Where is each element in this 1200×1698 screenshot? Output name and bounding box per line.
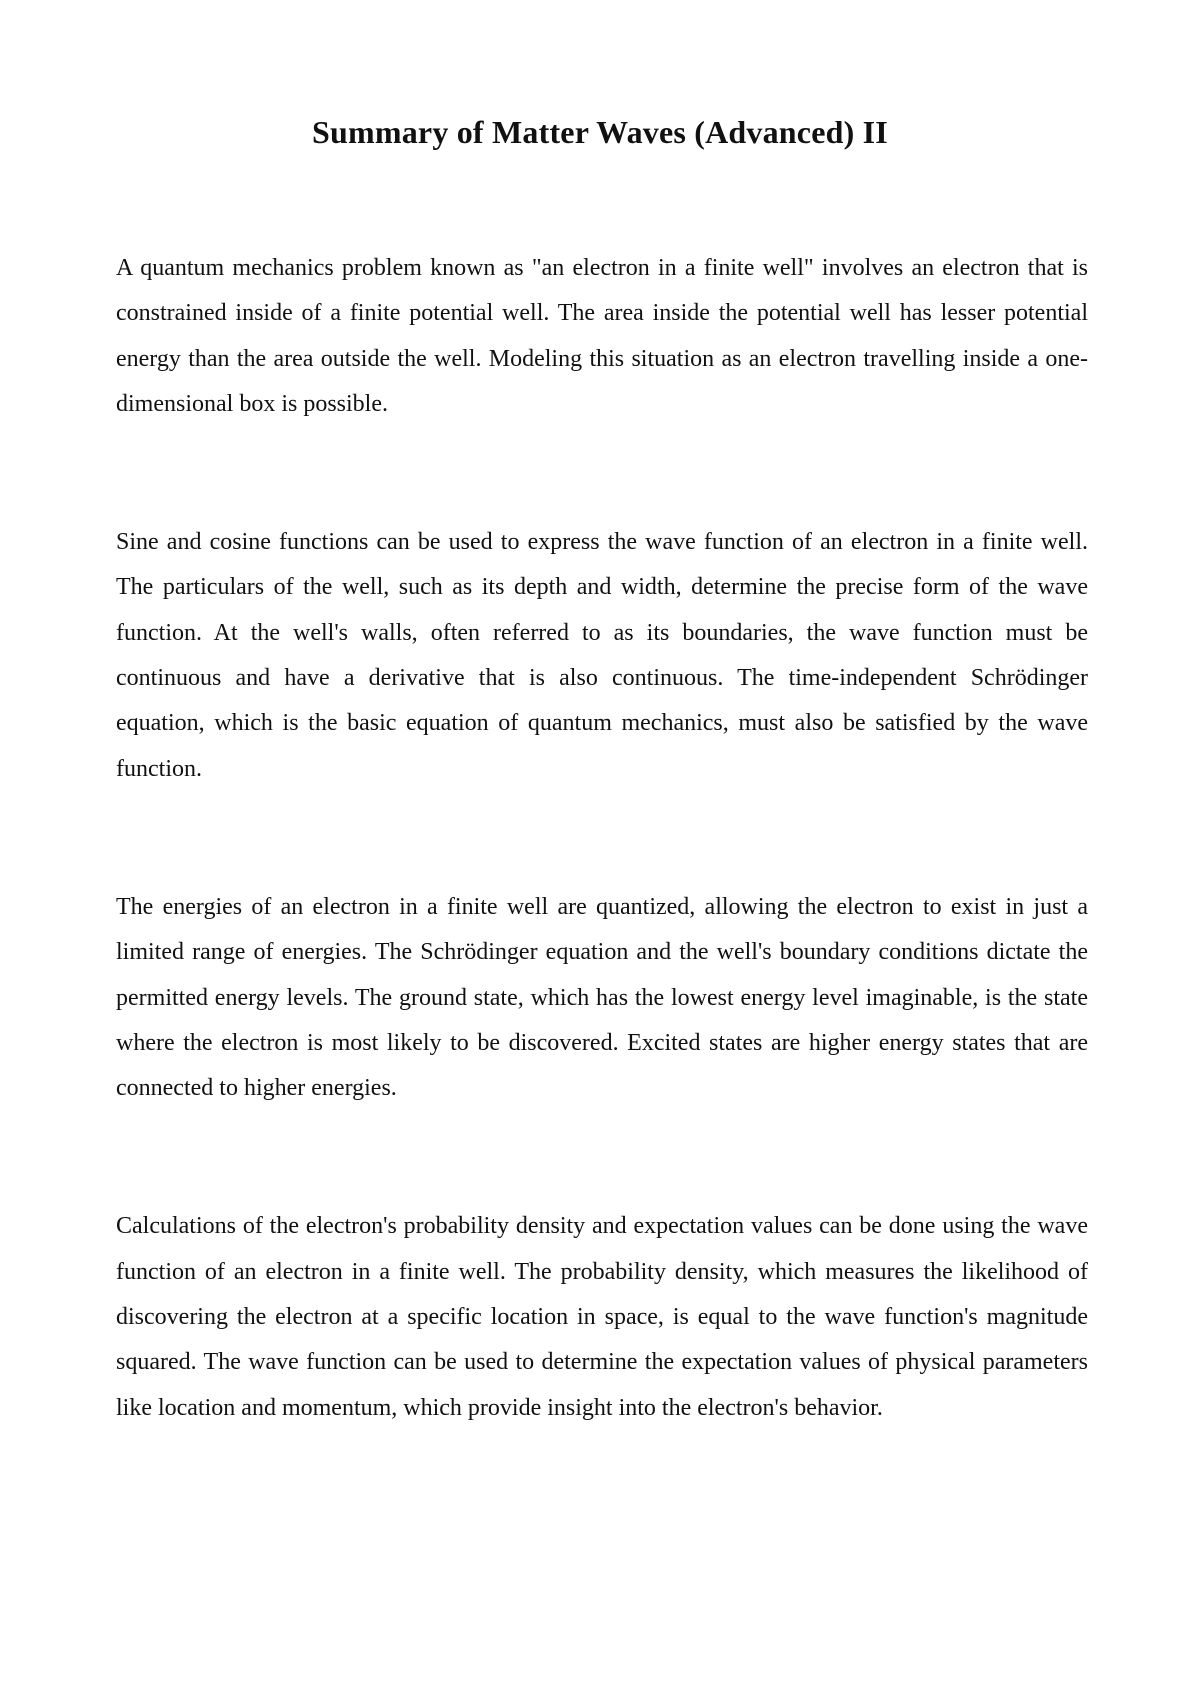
paragraph-probability-density: Calculations of the electron's probability density and expectation values can be done using the wave function of an electron in a finite well. The probability density, which measures the likelihood of discovering the electron at a specific location in space, is equal to the wave function's magnitude squared. The wave function can be used to determine the expectation values of physical parameters like location and momentum, which provide insight into the electron's behavior. [116,1213,1088,1421]
paragraph-finite-well-intro: A quantum mechanics problem known as "an electron in a finite well" involves an electron that is constrained inside of a finite potential well. The area inside the potential well has lesser potential energy than the area outside the well. Modeling this situation as an electron travelling inside a one-dimensional box is possible. [116,255,1088,417]
document-title: Summary of Matter Waves (Advanced) II [312,114,888,150]
paragraph-wave-function: Sine and cosine functions can be used to express the wave function of an electron in a finite well. The particulars of the well, such as its depth and width, determine the precise form of the wave function. At the well's walls, often referred to as its boundaries, the wave function must be continuous and have a derivative that is also continuous. The time-independent Schrödinger equation, which is the basic equation of quantum mechanics, must also be satisfied by the wave function. [116,529,1088,782]
paragraph-quantized-energies: The energies of an electron in a finite well are quantized, allowing the electron to exist in just a limited range of energies. The Schrödinger equation and the well's boundary conditions dictate the permitted energy levels. The ground state, which has the lowest energy level imaginable, is the state where the electron is most likely to be discovered. Excited states are higher energy states that are connected to higher energies. [116,893,1088,1102]
document-body [116,246,1088,1524]
